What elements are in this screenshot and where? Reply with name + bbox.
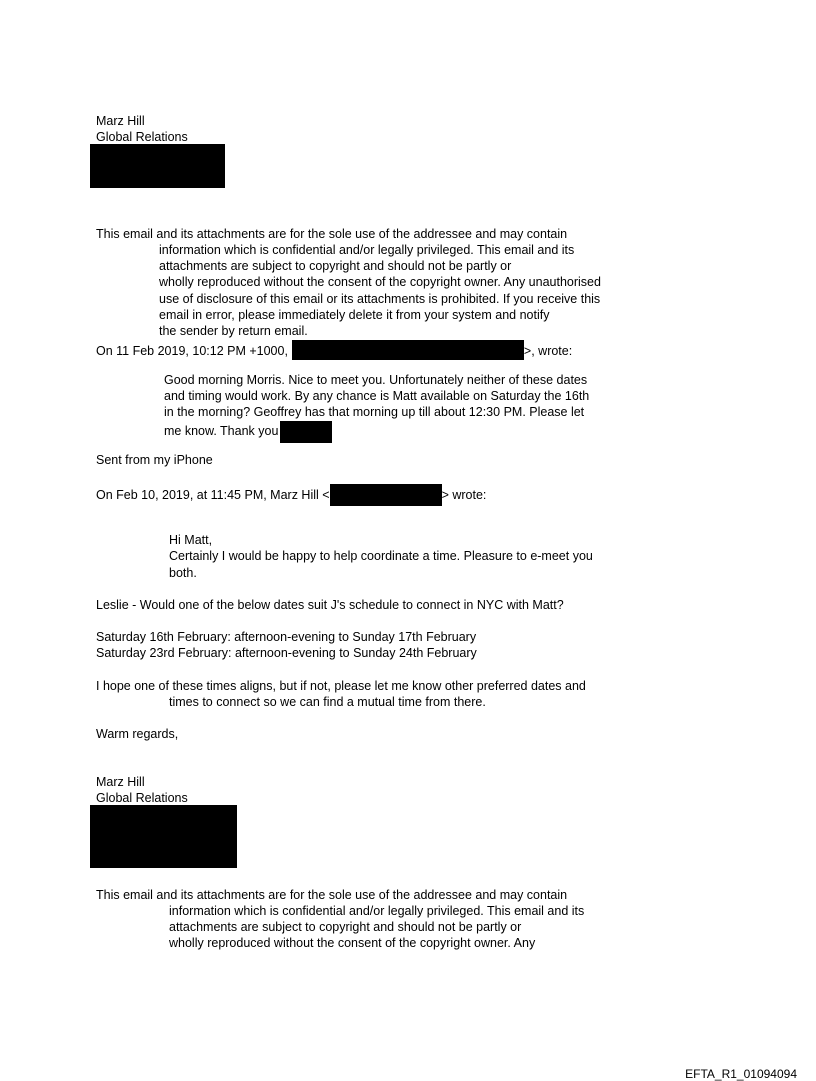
- disclaimer-line: information which is confidential and/or legally privileged. This email and its: [169, 904, 585, 918]
- disclaimer-first-line: This email and its attachments are for the sole use of the addressee and may contain: [96, 227, 568, 241]
- message-line: Certainly I would be happy to help coordinate a time. Pleasure to e-meet you: [169, 549, 593, 563]
- message-line: I hope one of these times aligns, but if not, please let me know other preferred dates and: [96, 679, 586, 693]
- reply-header-prefix: On 11 Feb 2019, 10:12 PM +1000,: [96, 344, 288, 358]
- reply-header: [96, 484, 486, 506]
- document-id: EFTA_R1_01094094: [685, 1067, 797, 1081]
- reply-line: [164, 421, 589, 443]
- reply-body: [164, 372, 589, 443]
- greeting: Hi Matt,: [169, 533, 213, 547]
- signature-name: Marz Hill: [96, 114, 145, 128]
- question-line: Leslie - Would one of the below dates suit J's schedule to connect in NYC with Matt?: [96, 598, 564, 612]
- disclaimer-line: information which is confidential and/or legally privileged. This email and its: [159, 243, 575, 257]
- disclaimer-line: wholly reproduced without the consent of the copyright owner. Any: [169, 936, 536, 951]
- reply-line: and timing would work. By any chance is Matt available on Saturday the 16th: [164, 389, 590, 404]
- reply-header: [96, 340, 572, 360]
- disclaimer-line: use of disclosure of this email or its attachments is prohibited. If you receive this: [159, 291, 601, 306]
- redaction-block: [90, 805, 237, 868]
- disclaimer-line: attachments are subject to copyright and should not be partly or: [159, 259, 512, 274]
- reply-header-suffix: >, wrote:: [523, 344, 573, 358]
- reply-line: Good morning Morris. Nice to meet you. Unfortunately neither of these dates: [164, 373, 588, 387]
- disclaimer-line: email in error, please immediately delete it from your system and notify: [159, 307, 550, 322]
- message-line: both.: [169, 566, 197, 580]
- disclaimer-line: the sender by return email.: [159, 324, 308, 339]
- closing: Warm regards,: [96, 727, 179, 741]
- reply-last-line: me know. Thank you: [164, 423, 279, 438]
- date-option: Saturday 16th February: afternoon-evening to Sunday 17th February: [96, 630, 477, 644]
- message-line: times to connect so we can find a mutual time from there.: [169, 695, 486, 709]
- disclaimer-body: [169, 903, 584, 952]
- signature-org: Global Relations: [96, 130, 188, 144]
- redaction-inline: [292, 340, 524, 360]
- redaction-inline: [280, 421, 332, 443]
- reply-header-prefix: On Feb 10, 2019, at 11:45 PM, Marz Hill <: [96, 488, 330, 502]
- signature-name: Marz Hill: [96, 775, 145, 789]
- reply-line: in the morning? Geoffrey has that morning up till about 12:30 PM. Please let: [164, 405, 585, 420]
- date-option: Saturday 23rd February: afternoon-evening to Sunday 24th February: [96, 646, 477, 660]
- reply-header-suffix: > wrote:: [441, 488, 487, 502]
- redaction-block: [90, 144, 225, 188]
- disclaimer-line: attachments are subject to copyright and should not be partly or: [169, 920, 522, 935]
- disclaimer-body: [159, 242, 601, 339]
- redaction-inline: [330, 484, 442, 506]
- signature-org: Global Relations: [96, 791, 188, 805]
- disclaimer-first-line: This email and its attachments are for the sole use of the addressee and may contain: [96, 888, 568, 902]
- disclaimer-line: wholly reproduced without the consent of the copyright owner. Any unauthorised: [159, 275, 601, 290]
- sent-from: Sent from my iPhone: [96, 453, 213, 467]
